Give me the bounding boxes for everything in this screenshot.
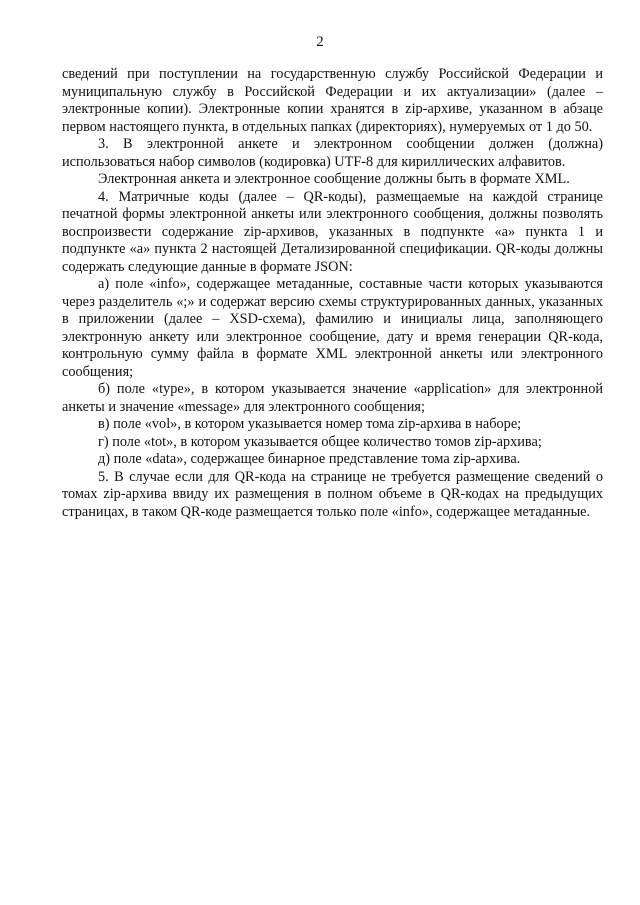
paragraph-4d-data-field: д) поле «data», содержащее бинарное представление тома zip-архива. (98, 451, 521, 467)
paragraph-3-encoding: 3. В электронной анкете и электронном сообщении должен (должна) использоваться набор символов (кодировка) UTF-8 для кириллических алфавитов. (62, 136, 603, 170)
paragraph-5-info-only: 5. В случае если для QR-кода на странице не требуется размещение сведений о томах zip-архива ввиду их размещения в полном объеме в QR-кодах на предыдущих страницах, в таком QR-коде размещается только поле «info», содержащее метаданные. (62, 468, 603, 520)
page-number: 2 (316, 34, 324, 50)
paragraph-4v-vol-field: в) поле «vol», в котором указывается номер тома zip-архива в наборе; (98, 416, 522, 432)
paragraph-4a-info-field: а) поле «info», содержащее метаданные, составные части которых указываются через разделитель «;» и содержат версию схемы структурированных данных, указанных в приложении (далее – XSD-схема), фамилию и инициалы лица, заполняющего электронную анкету или электронное сообщение, дату и время генерации QR-кода, контрольную сумму файла в формате XML электронной анкеты или электронного сообщения; (62, 276, 603, 380)
paragraph-4b-type-field: б) поле «type», в котором указывается значение «application» для электронной анкеты и значение «message» для электронного сообщения; (62, 381, 603, 415)
paragraph-xml-format: Электронная анкета и электронное сообщение должны быть в формате XML. (98, 171, 570, 187)
paragraph-4g-tot-field: г) поле «tot», в котором указывается общее количество томов zip-архива; (98, 433, 542, 450)
paragraph-electronic-copies: сведений при поступлении на государственную службу Российской Федерации и муниципальную службу в Российской Федерации и их актуализации» (далее – электронные копии). Электронные копии хранятся в zip-архиве, указанном в абзаце первом настоящего пункта, в отдельных папках (директориях), нумеруемых от 1 до 50. (62, 66, 603, 135)
document-body (62, 66, 603, 521)
paragraph-4-qr-codes: 4. Матричные коды (далее – QR-коды), размещаемые на каждой странице печатной формы электронной анкеты или электронного сообщения, должны позволять воспроизвести содержание zip-архивов, указанных в подпункте «а» пункта 1 и подпункте «а» пункта 2 настоящей Детализированной спецификации. QR-коды должны содержать следующие данные в формате JSON: (62, 188, 603, 275)
